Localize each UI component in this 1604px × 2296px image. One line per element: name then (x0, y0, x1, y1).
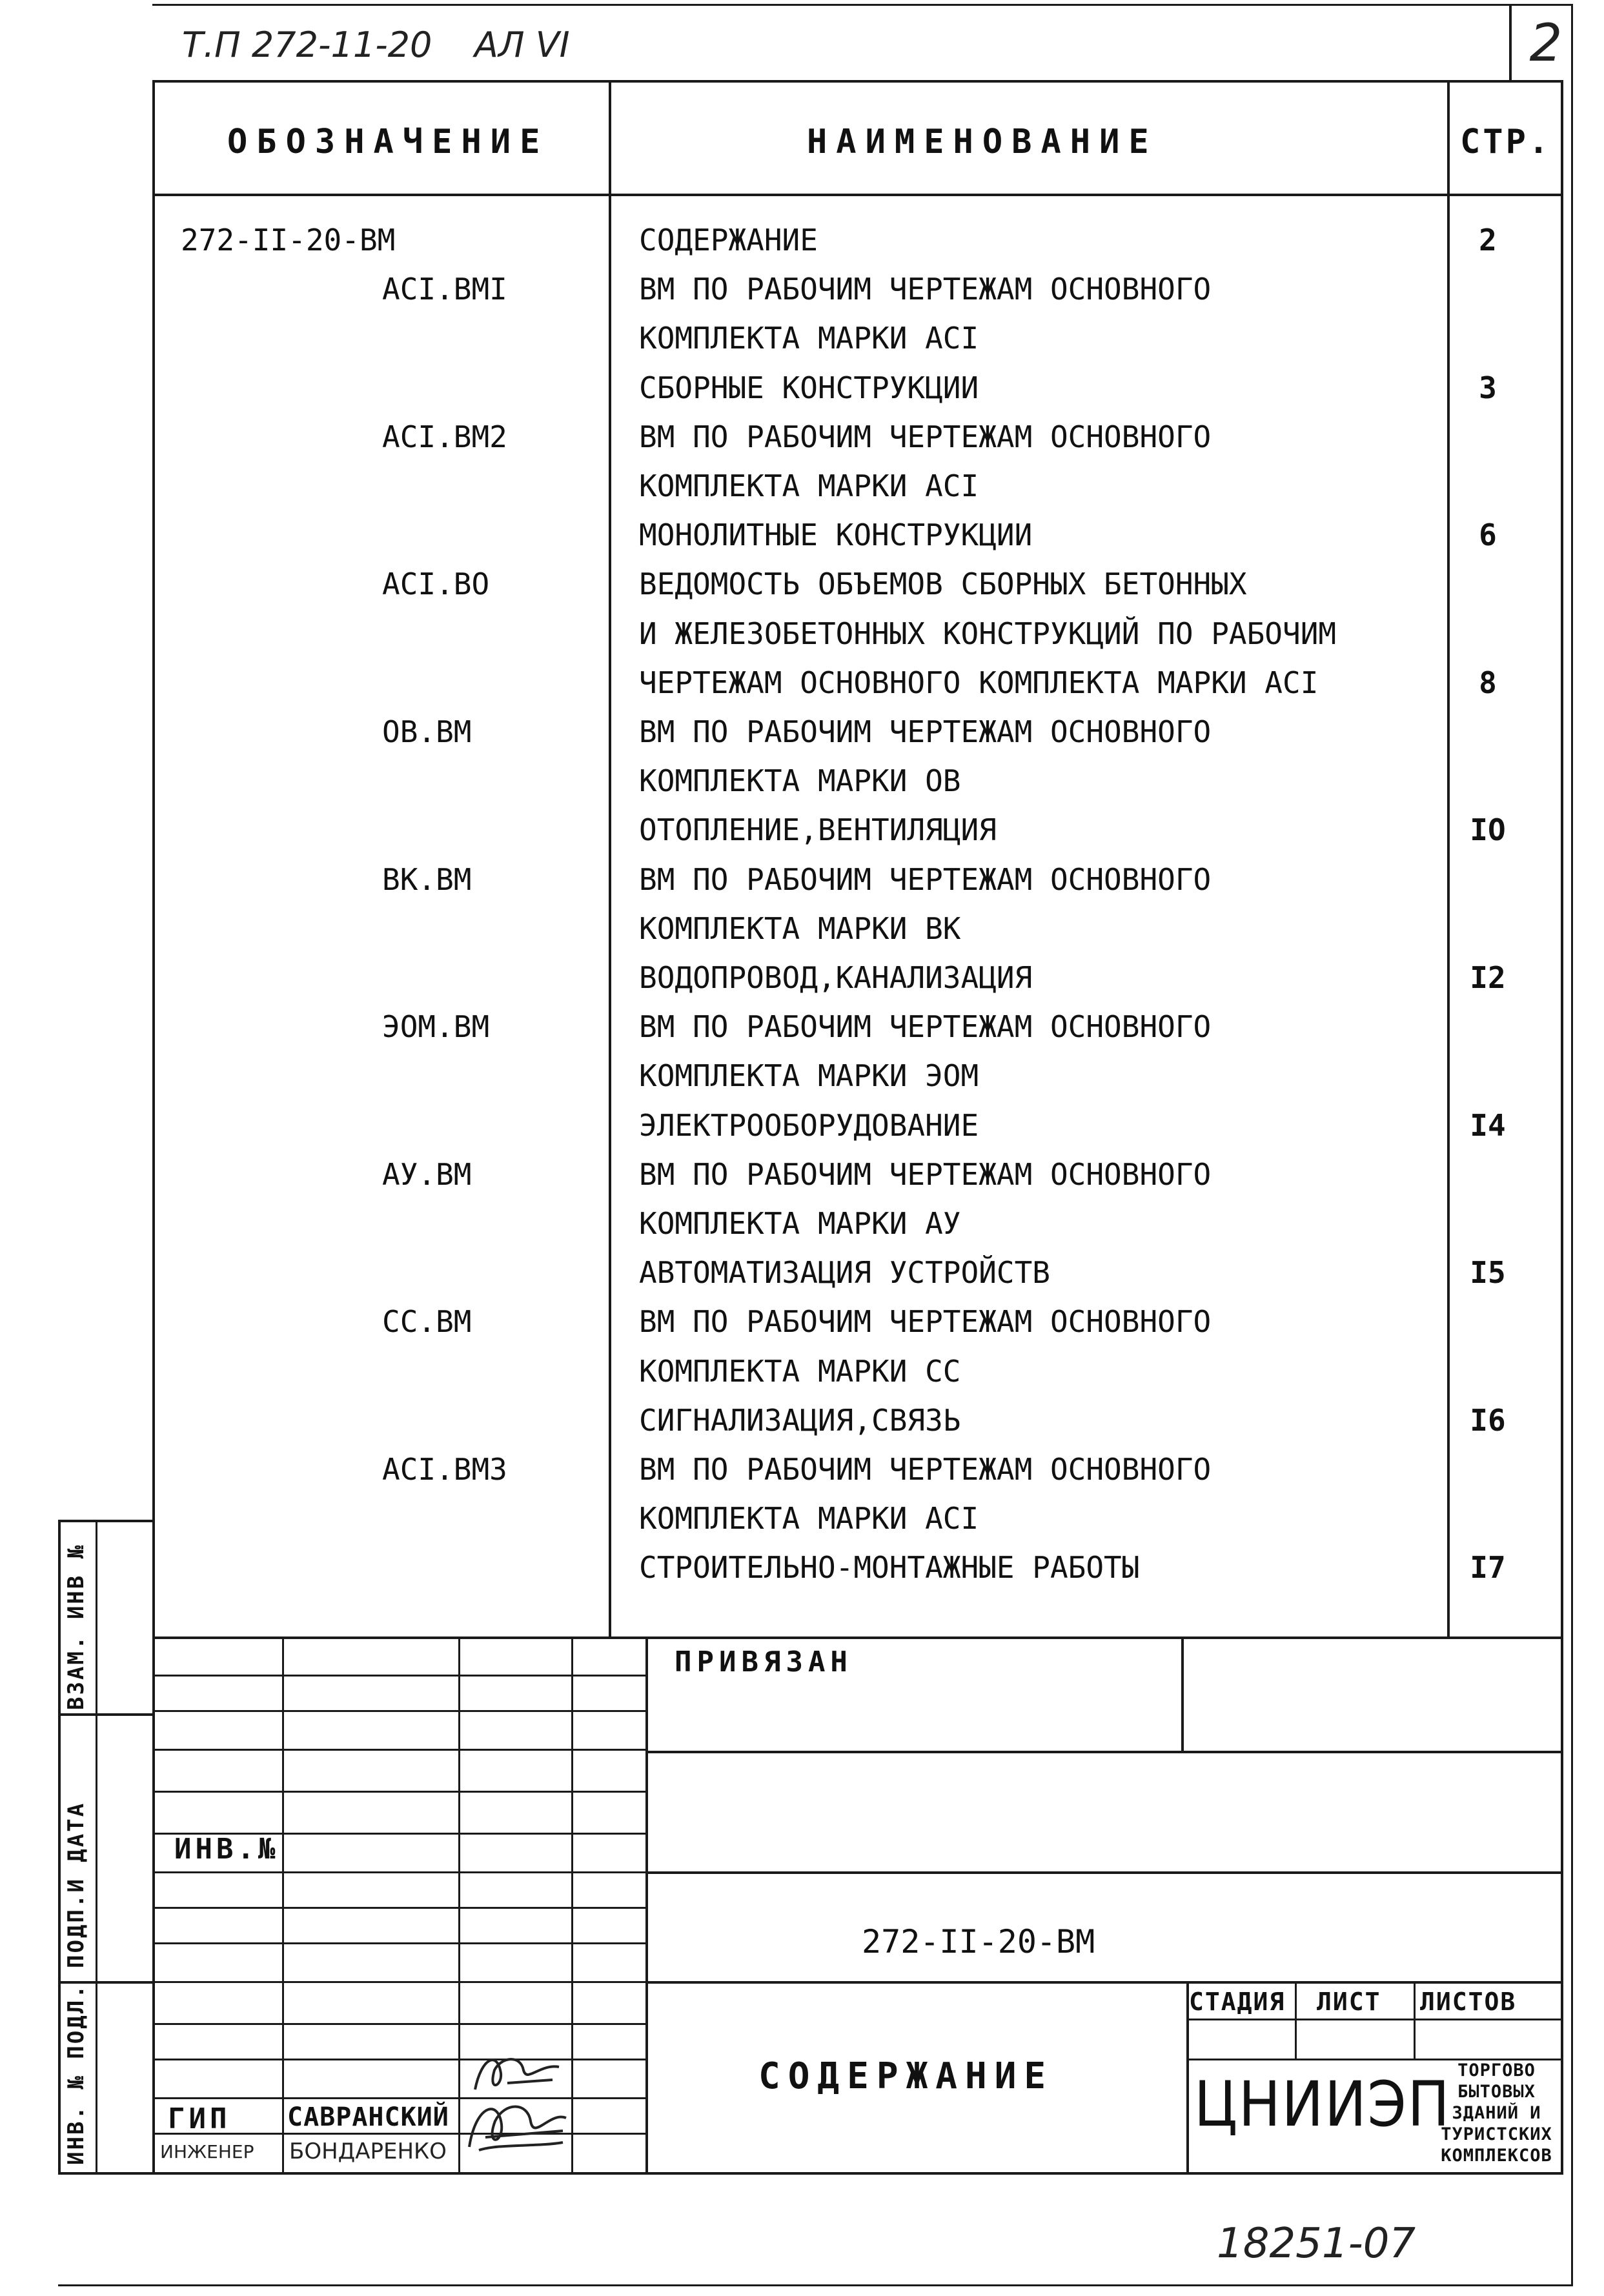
col-header-name: НАИМЕНОВАНИЕ (807, 123, 1158, 161)
row-page: I6 (1470, 1402, 1506, 1438)
org-desc-line: ЗДАНИЙ И (1452, 2103, 1541, 2123)
stamp-v-4 (645, 1636, 648, 2172)
row-text: КОМПЛЕКТА МАРКИ АСI (639, 468, 979, 503)
stamp-h-11 (152, 2059, 647, 2060)
stamp-h-7 (152, 1907, 647, 1909)
row-text: ВМ ПО РАБОЧИМ ЧЕРТЕЖАМ ОСНОВНОГО (639, 861, 1212, 897)
row-text: ВЕДОМОСТЬ ОБЪЕМОВ СБОРНЫХ БЕТОННЫХ (639, 567, 1247, 602)
frame-bottom (152, 2172, 1563, 2175)
sheet-box-left (1509, 4, 1512, 83)
row-code: АУ.ВМ (382, 1156, 472, 1192)
row-page: I4 (1470, 1107, 1506, 1143)
row-text: КОМПЛЕКТА МАРКИ АСI (639, 321, 979, 356)
label-vzam-inv: ВЗАМ. ИНВ № (63, 1543, 89, 1710)
row-page: 3 (1479, 370, 1497, 405)
row-page: 2 (1479, 223, 1497, 257)
row-text: ЭЛЕКТРООБОРУДОВАНИЕ (639, 1107, 979, 1143)
row-text: КОМПЛЕКТА МАРКИ ОВ (639, 763, 961, 799)
stamp-col-list: ЛИСТ (1317, 1988, 1381, 2016)
row-text: КОМПЛЕКТА МАРКИ ВК (639, 911, 961, 946)
stamp-h-3 (152, 1749, 647, 1751)
row-page: 6 (1479, 518, 1497, 553)
stamp-h-12 (152, 2097, 647, 2099)
signature-eng (460, 2086, 573, 2157)
stamp-v-1 (282, 1636, 284, 2172)
page-border-bottom (58, 2284, 1573, 2286)
row-text: ВОДОПРОВОД,КАНАЛИЗАЦИЯ (639, 960, 1033, 995)
stamp-r-h-3 (645, 1981, 1563, 1984)
stamp-h-1 (152, 1675, 647, 1677)
stamp-privyazan: ПРИВЯЗАН (675, 1646, 853, 1678)
row-text: КОМПЛЕКТА МАРКИ АУ (639, 1206, 961, 1241)
stamp-h-6 (152, 1871, 647, 1873)
side-strip-div-1 (96, 1520, 97, 2173)
row-code: АСI.ВМ3 (382, 1452, 507, 1487)
stamp-title: СОДЕРЖАНИЕ (758, 2055, 1054, 2097)
row-text: ВМ ПО РАБОЧИМ ЧЕРТЕЖАМ ОСНОВНОГО (639, 1009, 1212, 1045)
row-code: АСI.ВМI (382, 272, 507, 307)
row-code: АСI.ВО (382, 567, 490, 602)
side-strip-top (58, 1520, 152, 1522)
row-text: КОМПЛЕКТА МАРКИ ЭОМ (639, 1058, 979, 1094)
row-page: IO (1470, 812, 1506, 848)
row-page: 8 (1479, 665, 1497, 700)
row-text: ОТОПЛЕНИЕ,ВЕНТИЛЯЦИЯ (639, 812, 997, 848)
stamp-h-2 (152, 1710, 647, 1712)
org-desc-line: ТОРГОВО (1457, 2060, 1536, 2080)
side-strip-left (58, 1520, 61, 2173)
row-code: СС.ВМ (382, 1304, 472, 1340)
row-text: МОНОЛИТНЫЕ КОНСТРУКЦИИ (639, 518, 1033, 553)
row-text: КОМПЛЕКТА МАРКИ АСI (639, 1501, 979, 1536)
archive-number: 18251-07 (1217, 2220, 1416, 2268)
frame-left (152, 80, 155, 2173)
side-strip-div-2 (58, 1713, 152, 1716)
row-text: СТРОИТЕЛЬНО-МОНТАЖНЫЕ РАБОТЫ (639, 1550, 1140, 1586)
row-code: АСI.ВМ2 (382, 419, 507, 454)
header-divider (152, 194, 1563, 196)
handwritten-ref: Т.П 272-11-20 (182, 25, 432, 65)
row-text: ВМ ПО РАБОЧИМ ЧЕРТЕЖАМ ОСНОВНОГО (639, 272, 1212, 307)
stamp-role-gip: ГИП (168, 2102, 231, 2135)
row-page: I2 (1470, 960, 1506, 995)
row-text: ВМ ПО РАБОЧИМ ЧЕРТЕЖАМ ОСНОВНОГО (639, 1156, 1212, 1192)
stamp-name-eng: БОНДАРЕНКО (289, 2139, 447, 2164)
stamp-col-listov: ЛИСТОВ (1420, 1988, 1517, 2016)
stamp-r-h-2 (645, 1871, 1563, 1874)
stamp-name-gip: САВРАНСКИЙ (287, 2102, 449, 2132)
handwritten-album: АЛ VI (474, 25, 570, 65)
org-logo: ЦНИИЭП (1194, 2068, 1451, 2140)
row-page: I7 (1470, 1550, 1506, 1586)
stamp-h-8 (152, 1942, 647, 1944)
row-text: СИГНАЛИЗАЦИЯ,СВЯЗЬ (639, 1402, 961, 1438)
row-code: ЭОМ.ВМ (382, 1009, 490, 1045)
side-strip-bottom (58, 2172, 152, 2175)
frame-right (1561, 80, 1563, 2173)
stamp-r-h-4 (1186, 2019, 1563, 2020)
col-divider-1 (609, 80, 611, 1636)
page-border-right (1571, 4, 1573, 2284)
row-text: И ЖЕЛЕЗОБЕТОННЫХ КОНСТРУКЦИЙ ПО РАБОЧИМ (639, 616, 1337, 651)
sheet-number: 2 (1529, 13, 1563, 73)
row-text: АВТОМАТИЗАЦИЯ УСТРОЙСТВ (639, 1255, 1050, 1291)
row-text: ВМ ПО РАБОЧИМ ЧЕРТЕЖАМ ОСНОВНОГО (639, 1452, 1212, 1487)
stamp-h-10 (152, 2023, 647, 2025)
row-text: КОМПЛЕКТА МАРКИ СС (639, 1353, 961, 1389)
row-page: I5 (1470, 1255, 1506, 1291)
stamp-h-9 (152, 1981, 647, 1983)
org-desc-line: БЫТОВЫХ (1457, 2082, 1536, 2102)
row-text: СБОРНЫЕ КОНСТРУКЦИИ (639, 370, 979, 405)
row-text: ЧЕРТЕЖАМ ОСНОВНОГО КОМПЛЕКТА МАРКИ АСI (639, 665, 1319, 700)
label-inv-podl: ИНВ. № ПОДЛ. (63, 1983, 89, 2165)
label-podp-data: ПОДП.И ДАТА (63, 1801, 89, 1968)
org-description (1430, 2060, 1563, 2166)
row-text: ВМ ПО РАБОЧИМ ЧЕРТЕЖАМ ОСНОВНОГО (639, 714, 1212, 749)
stamp-privyazan-div (1181, 1636, 1184, 1753)
col-header-page: СТР. (1460, 123, 1552, 161)
row-text: ВМ ПО РАБОЧИМ ЧЕРТЕЖАМ ОСНОВНОГО (639, 1304, 1212, 1340)
stamp-inv-no: ИНВ.№ (174, 1833, 279, 1866)
page-border-top (152, 4, 1572, 6)
row-text: СОДЕРЖАНИЕ (639, 223, 818, 257)
row-text: ВМ ПО РАБОЧИМ ЧЕРТЕЖАМ ОСНОВНОГО (639, 419, 1212, 454)
stamp-h-4 (152, 1791, 647, 1793)
col-header-designation: ОБОЗНАЧЕНИЕ (227, 123, 549, 161)
row-code: ОВ.ВМ (382, 714, 472, 749)
stamp-role-eng: ИНЖЕНЕР (160, 2141, 254, 2162)
table-bottom (152, 1636, 1563, 1639)
stamp-r-h-1 (645, 1751, 1563, 1753)
frame-top (152, 80, 1561, 83)
org-desc-line: КОМПЛЕКСОВ (1441, 2146, 1552, 2166)
stamp-col-stadia: СТАДИЯ (1189, 1988, 1286, 2016)
org-desc-line: ТУРИСТСКИХ (1441, 2124, 1552, 2144)
row-code: ВК.ВМ (382, 861, 472, 897)
row-code: 272-II-20-ВМ (181, 223, 396, 257)
stamp-doc-code: 272-II-20-ВМ (862, 1923, 1095, 1960)
